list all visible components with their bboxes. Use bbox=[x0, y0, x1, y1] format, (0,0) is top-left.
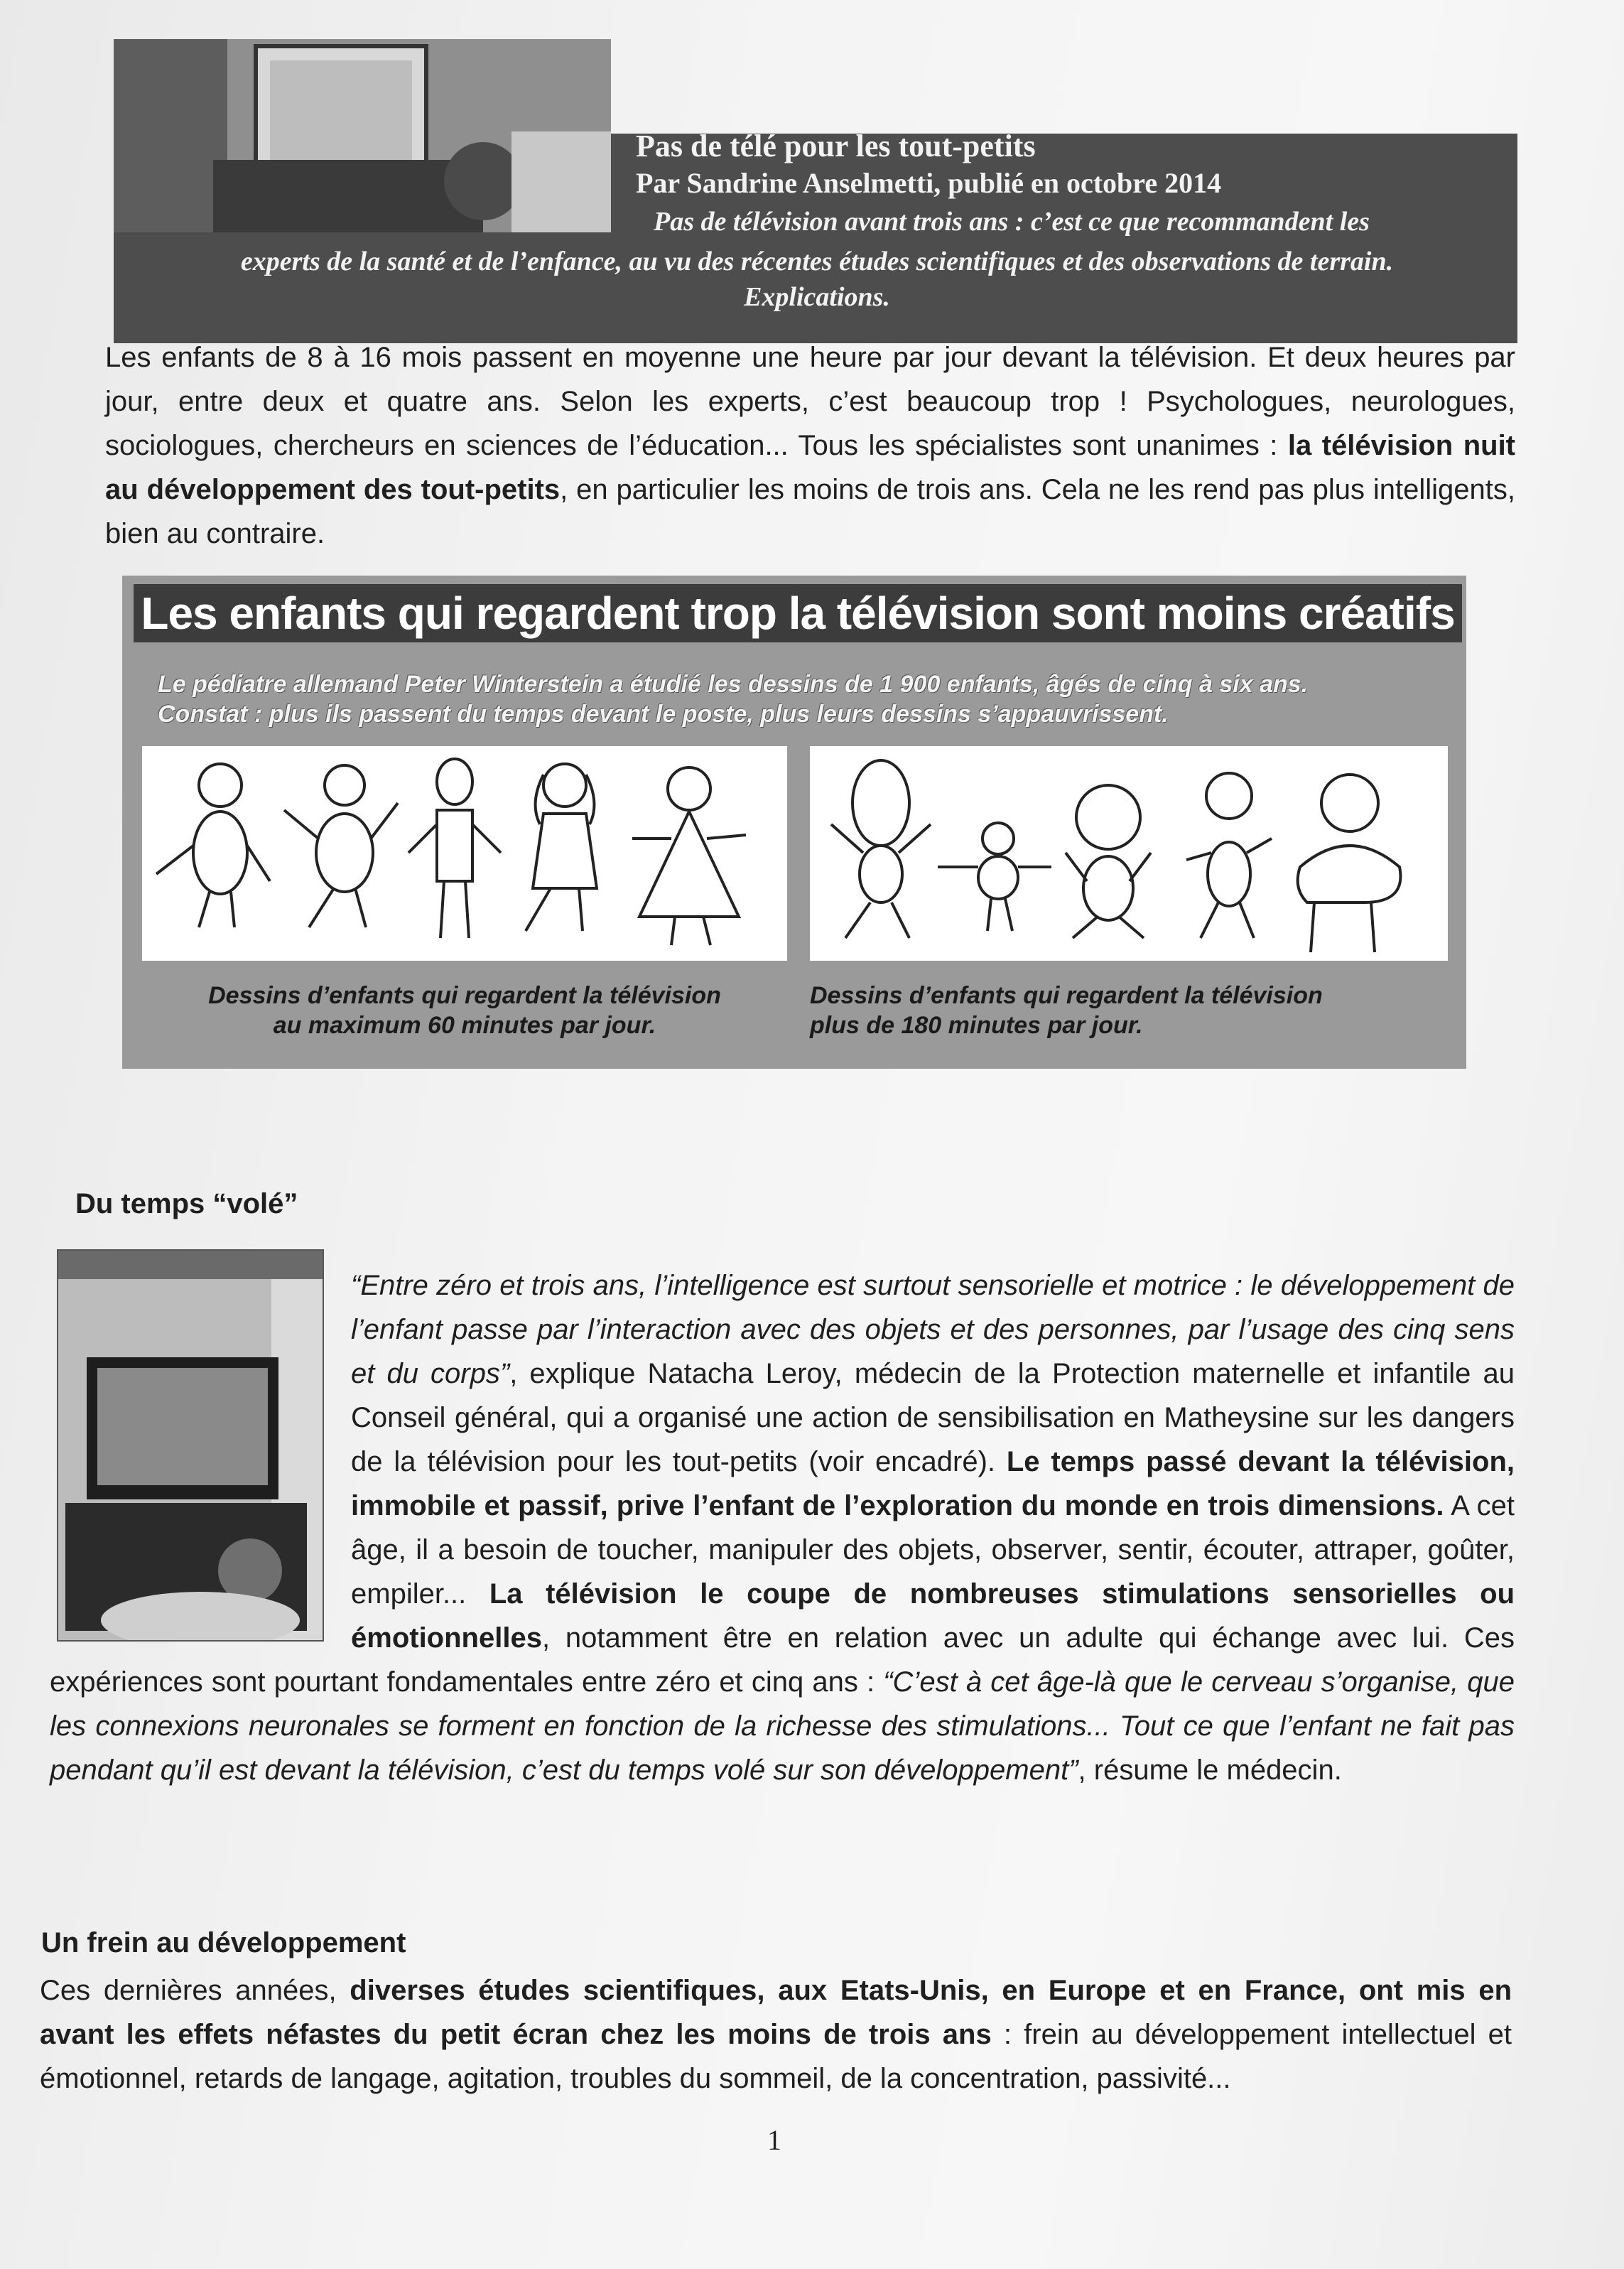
section1-paragraph bbox=[50, 1263, 1515, 1792]
article-lead-line-3: Explications. bbox=[744, 282, 890, 312]
drawings-panel-right bbox=[810, 746, 1448, 961]
caption-left-line-1: Dessins d’enfants qui regardent la télévision bbox=[208, 982, 721, 1009]
section2-text-1: Ces dernières années, bbox=[40, 1975, 350, 2006]
section1-bold-2: La télévision le coupe de nombreuses stimulations sensorielles ou émotionnelles bbox=[351, 1578, 1515, 1654]
infographic-subtitle-line-1: Le pédiatre allemand Peter Winterstein a étudié les dessins de 1 900 enfants, âgés de cinq à six ans. bbox=[158, 671, 1309, 698]
intro-paragraph bbox=[105, 335, 1515, 556]
section2-paragraph bbox=[40, 1968, 1512, 2101]
section1-bold-1: Le temps passé devant la télévision, immobile et passif, prive l’enfant de l’exploration du monde en trois dimensions. bbox=[351, 1446, 1515, 1521]
section1-quote-1: “Entre zéro et trois ans, l’intelligence est surtout sensorielle et motrice : le développement de l’enfant passe par l’interaction avec des objets et des personnes, par l’usage des cinq sens et du corps” bbox=[351, 1270, 1515, 1389]
section2-text-2: : frein au développement intellectuel et émotionnel, retards de langage, agitation, troubles du sommeil, de la concentration, passivité... bbox=[40, 2019, 1512, 2094]
section-title-temps-vole: Du temps “volé” bbox=[75, 1188, 298, 1219]
children-drawings-left bbox=[142, 746, 787, 961]
intro-bold: la télévision nuit au développement des tout-petits bbox=[105, 430, 1516, 505]
section1-quote-2: “C’est à cet âge-là que le cerveau s’organise, que les connexions neuronales se forment en fonction de la richesse des stimulations... Tout ce que l’enfant ne fait pas pendant qu’il est devant la télévision, c’est du temps volé sur son développement” bbox=[50, 1666, 1515, 1786]
infographic-subtitle-line-2: Constat : plus ils passent du temps devant le poste, plus leurs dessins s’appauvrissent. bbox=[158, 701, 1169, 728]
section1-text-2: A cet âge, il a besoin de toucher, manipuler des objets, observer, sentir, écouter, attraper, goûter, empiler... bbox=[351, 1490, 1515, 1610]
caption-right-line-2: plus de 180 minutes par jour. bbox=[810, 1012, 1143, 1039]
caption-left-line-2: au maximum 60 minutes par jour. bbox=[273, 1012, 656, 1039]
section1-text-1: , explique Natacha Leroy, médecin de la Protection maternelle et infantile au Conseil général, qui a organisé une action de sensibilisation en Matheysine sur les dangers de la télévision pour les tout-petits (voir encadré). bbox=[351, 1358, 1515, 1477]
page-number: 1 bbox=[767, 2124, 781, 2156]
article-author: Par Sandrine Anselmetti, publié en octobre 2014 bbox=[636, 167, 1222, 199]
caption-left bbox=[142, 981, 787, 1040]
text-wrap-spacer bbox=[50, 1263, 351, 1654]
section1-text-4: , résume le médecin. bbox=[1078, 1755, 1342, 1786]
section2-bold-1: diverses études scientifiques, aux Etats-Unis, en Europe et en France, ont mis en avant les effets néfastes du petit écran chez les moins de trois ans bbox=[40, 1975, 1512, 2050]
caption-right bbox=[810, 981, 1336, 1040]
section-title-frein: Un frein au développement bbox=[41, 1927, 406, 1958]
article-lead-line-1: Pas de télévision avant trois ans : c’est ce que recommandent les bbox=[654, 207, 1370, 237]
drawings-panel-left bbox=[142, 746, 787, 961]
header-photo-image bbox=[114, 39, 611, 232]
intro-text-2: , en particulier les moins de trois ans. Cela ne les rend pas plus intelligents, bien au contraire. bbox=[105, 474, 1515, 549]
article-lead-line-2: experts de la santé et de l’enfance, au vu des récentes études scientifiques et des observations de terrain. bbox=[240, 247, 1394, 276]
infographic-title: Les enfants qui regardent trop la télévision sont moins créatifs bbox=[134, 584, 1462, 642]
children-drawings-right bbox=[810, 746, 1448, 961]
caption-right-line-1: Dessins d’enfants qui regardent la télévision bbox=[810, 982, 1323, 1009]
article-title: Pas de télé pour les tout-petits bbox=[636, 129, 1036, 163]
header-photo bbox=[114, 39, 611, 232]
section1-text-3: , notamment être en relation avec un adulte qui échange avec lui. Ces expériences sont pourtant fondamentales entre zéro et cinq ans : bbox=[50, 1622, 1515, 1698]
intro-text-1: Les enfants de 8 à 16 mois passent en moyenne une heure par jour devant la télévision. Et deux heures par jour, entre deux et quatre ans. Selon les experts, c’est beaucoup trop ! Psychologues, neurologues, sociologues, chercheurs en sciences de l’éducation... Tous les spécialistes sont unanimes : bbox=[105, 342, 1515, 461]
